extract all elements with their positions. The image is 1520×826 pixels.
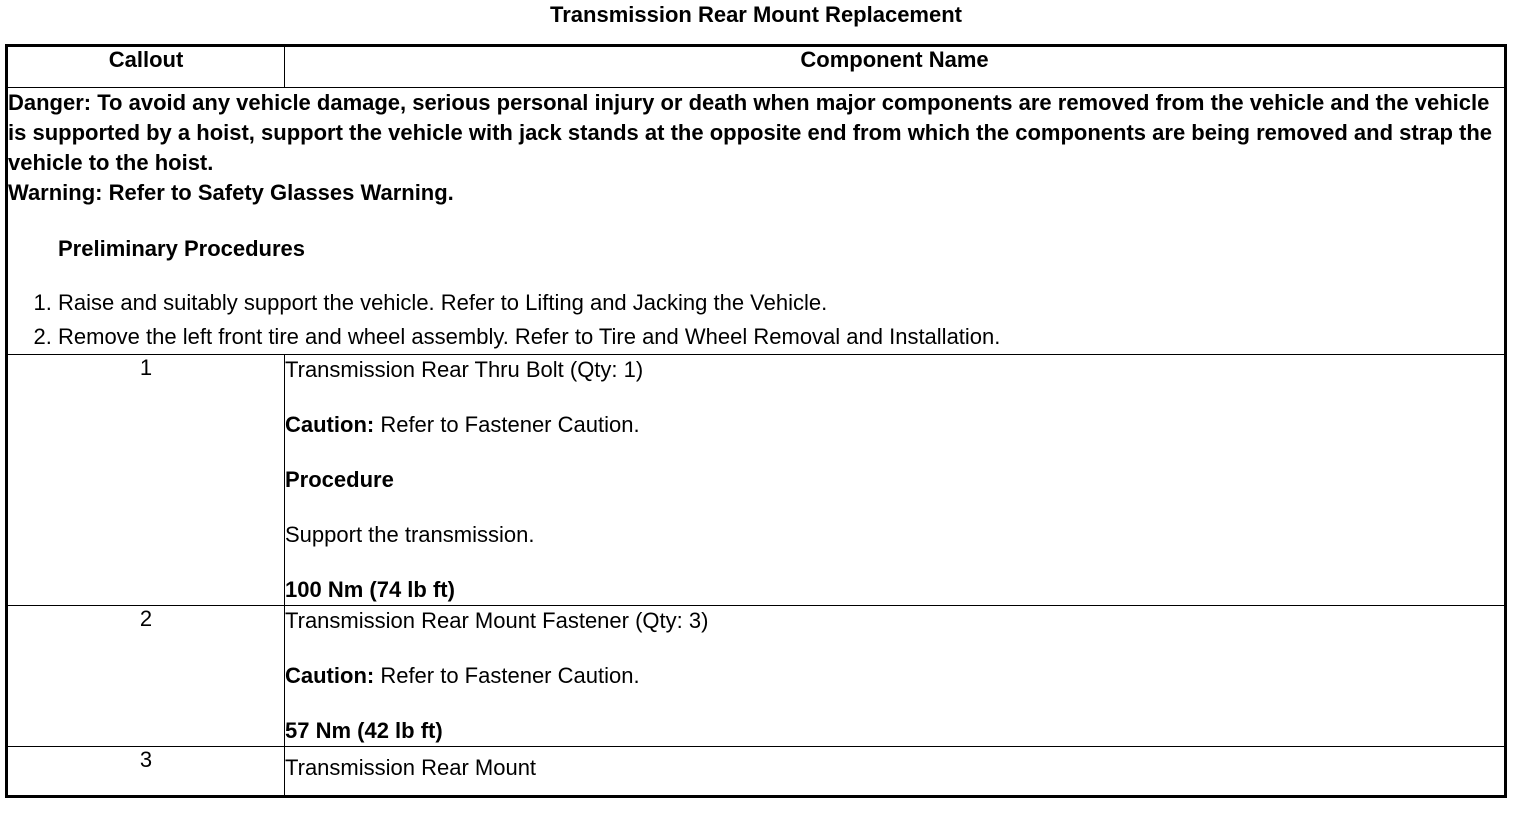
table-row	[7, 606, 1506, 747]
component-name: Transmission Rear Thru Bolt (Qty: 1)	[285, 357, 644, 382]
page-title: Transmission Rear Mount Replacement	[550, 2, 962, 27]
component-name: Transmission Rear Mount Fastener (Qty: 3)	[285, 608, 709, 633]
component-cell	[285, 606, 1506, 747]
intro-row	[7, 88, 1506, 355]
callout-number: 2	[7, 606, 285, 747]
caution-label: Caution:	[285, 663, 375, 688]
callout-column-header: Callout	[7, 46, 285, 88]
preliminary-steps-list	[8, 286, 1504, 354]
caution-label: Caution:	[285, 412, 375, 437]
caution-line	[285, 661, 1504, 691]
component-cell	[285, 747, 1506, 797]
torque-spec: 100 Nm (74 lb ft)	[285, 577, 455, 602]
danger-notice: Danger: To avoid any vehicle damage, serious personal injury or death when major components are removed from the vehicle and the vehicle is supported by a hoist, support the vehicle with jack stands at the opposite end from which the components are being removed and strap the vehicle to the hoist.	[8, 90, 1493, 175]
callout-number: 1	[7, 355, 285, 606]
procedure-heading: Procedure	[285, 467, 394, 492]
procedure-table	[5, 44, 1507, 798]
component-name-column-header: Component Name	[285, 46, 1506, 88]
preliminary-procedures-heading: Preliminary Procedures	[58, 236, 306, 261]
torque-spec: 57 Nm (42 lb ft)	[285, 718, 443, 743]
component-cell	[285, 355, 1506, 606]
caution-text: Refer to Fastener Caution.	[374, 663, 640, 688]
table-header-row	[7, 46, 1506, 88]
warning-notice: Warning: Refer to Safety Glasses Warning.	[8, 180, 454, 205]
callout-number: 3	[7, 747, 285, 797]
caution-line	[285, 410, 1504, 440]
caution-text: Refer to Fastener Caution.	[374, 412, 640, 437]
table-row	[7, 355, 1506, 606]
intro-cell	[7, 88, 1506, 355]
preliminary-step: 1. Raise and suitably support the vehicle. Refer to Lifting and Jacking the Vehicle.	[58, 286, 1504, 320]
component-name: Transmission Rear Mount	[285, 755, 537, 780]
preliminary-step: 2. Remove the left front tire and wheel assembly. Refer to Tire and Wheel Removal and Installation.	[58, 320, 1504, 354]
table-row	[7, 747, 1506, 797]
procedure-text: Support the transmission.	[285, 522, 535, 547]
